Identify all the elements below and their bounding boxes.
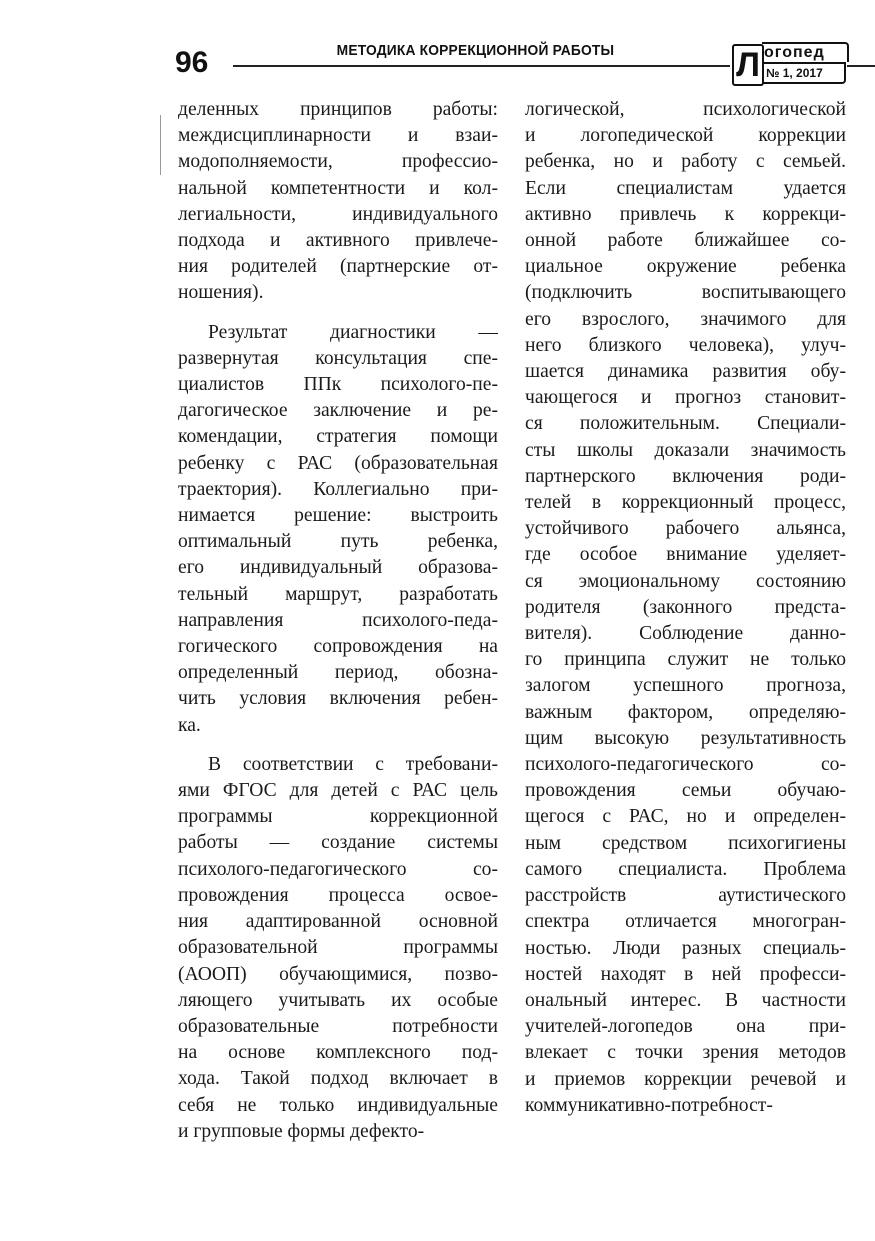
text-line: комендации, стратегия помощи xyxy=(178,426,498,448)
text-line: дагогическое заключение и ре- xyxy=(178,400,498,422)
text-line: устойчивого рабочего альянса, xyxy=(525,518,846,540)
text-line: щим высокую результативность xyxy=(525,727,846,749)
text-line: влекает с точки зрения методов xyxy=(525,1042,846,1064)
text-line: ональный интерес. В частности xyxy=(525,989,846,1011)
paragraph xyxy=(525,97,846,1119)
text-line: активно привлечь к коррекци- xyxy=(525,203,846,225)
journal-logo xyxy=(730,40,847,82)
text-line: ребенка, но и работу с семьей. xyxy=(525,151,846,173)
text-line: вителя). Соблюдение данно- xyxy=(525,623,846,645)
right-column xyxy=(525,97,846,1119)
text-line: на основе комплексного под- xyxy=(178,1042,498,1064)
text-line: Результат диагностики — xyxy=(208,321,498,343)
text-line: и приемов коррекции речевой и xyxy=(525,1068,846,1090)
text-line: телей в коррекционный процесс, xyxy=(525,492,846,514)
text-line: партнерского включения роди- xyxy=(525,465,846,487)
text-line: междисциплинарности и взаи- xyxy=(178,125,498,147)
text-line: ями ФГОС для детей с РАС цель xyxy=(178,780,498,802)
text-line: В соответствии с требовани- xyxy=(208,753,498,775)
text-line: расстройств аутистического xyxy=(525,885,846,907)
text-line: ка. xyxy=(178,714,201,736)
text-line: онной работе ближайшее со- xyxy=(525,230,846,252)
text-line: ся эмоциональному состоянию xyxy=(525,570,846,592)
text-line: его взрослого, значимого для xyxy=(525,308,846,330)
text-line: ностью. Люди разных специаль- xyxy=(525,937,846,959)
text-line: циалистов ППк психолого-пе- xyxy=(178,374,498,396)
text-line: сты школы доказали значимость xyxy=(525,439,846,461)
text-line: и логопедической коррекции xyxy=(525,125,846,147)
logo-letter: Л xyxy=(732,44,764,86)
text-line: чить условия включения ребен- xyxy=(178,688,498,710)
left-column xyxy=(178,97,498,1145)
text-line: подхода и активного привлече- xyxy=(178,230,498,252)
text-line: самого специалиста. Проблема xyxy=(525,858,846,880)
text-line: легиальности, индивидуального xyxy=(178,203,498,225)
text-line: деленных принципов работы: xyxy=(178,99,498,120)
text-line: залогом успешного прогноза, xyxy=(525,675,846,697)
text-line: коммуникативно-потребност- xyxy=(525,1094,773,1116)
text-line: образовательной программы xyxy=(178,937,498,959)
section-title: МЕТОДИКА КОРРЕКЦИОННОЙ РАБОТЫ xyxy=(333,42,618,59)
text-line: родителя (законного предста- xyxy=(525,596,846,618)
text-line: программы коррекционной xyxy=(178,806,498,828)
text-line: ния адаптированной основной xyxy=(178,911,498,933)
text-line: и групповые формы дефекто- xyxy=(178,1120,425,1142)
text-line: ния родителей (партнерские от- xyxy=(178,256,498,278)
text-line: тельный маршрут, разработать xyxy=(178,583,498,605)
text-line: хода. Такой подход включает в xyxy=(178,1068,498,1090)
text-line: спектра отличается многогран- xyxy=(525,911,846,933)
text-line: ся положительным. Специали- xyxy=(525,413,846,435)
text-line: себя не только индивидуальные xyxy=(178,1094,498,1116)
text-line: (АООП) обучающимися, позво- xyxy=(178,963,498,985)
text-line: него близкого человека), улуч- xyxy=(525,334,846,356)
text-line: психолого-педагогического со- xyxy=(178,858,498,880)
logo-name: огопед xyxy=(762,42,849,62)
paragraph xyxy=(178,320,498,739)
text-line: гогического сопровождения на xyxy=(178,636,498,658)
margin-mark xyxy=(160,115,161,175)
text-line: его индивидуальный образова- xyxy=(178,557,498,579)
text-line: щегося с РАС, но и определен- xyxy=(525,806,846,828)
text-line: шается динамика развития обу- xyxy=(525,361,846,383)
text-line: учителей-логопедов она при- xyxy=(525,1016,846,1038)
text-line: определенный период, обозна- xyxy=(178,662,498,684)
text-line: образовательные потребности xyxy=(178,1015,498,1037)
text-line: направления психолого-педа- xyxy=(178,609,498,631)
text-line: чающегося и прогноз становит- xyxy=(525,387,846,409)
page-header xyxy=(175,40,847,84)
text-line: логической, психологической xyxy=(525,99,846,120)
text-line: ным средством психогигиены xyxy=(525,832,846,854)
text-line: где особое внимание уделяет- xyxy=(525,544,846,566)
text-line: психолого-педагогического со- xyxy=(525,754,846,776)
text-line: нимается решение: выстроить xyxy=(178,505,498,527)
page-number: 96 xyxy=(175,46,209,79)
text-line: Если специалистам удается xyxy=(525,177,846,199)
paragraph xyxy=(178,97,498,307)
text-line: циальное окружение ребенка xyxy=(525,256,846,278)
text-line: работы — создание системы xyxy=(178,832,498,854)
text-line: ностей находят в ней професси- xyxy=(525,963,846,985)
text-line: нальной компетентности и кол- xyxy=(178,177,498,199)
text-line: развернутая консультация спе- xyxy=(178,347,498,369)
text-line: модополняемости, профессио- xyxy=(178,151,498,173)
text-line: провождения процесса освое- xyxy=(178,884,498,906)
text-line: ношения). xyxy=(178,282,264,304)
issue-number: № 1, 2017 xyxy=(762,62,846,84)
text-line: ляющего учитывать их особые xyxy=(178,989,498,1011)
text-line: провождения семьи обучаю- xyxy=(525,780,846,802)
text-line: важным фактором, определяю- xyxy=(525,701,846,723)
text-line: го принципа служит не только xyxy=(525,649,846,671)
text-line: траектория). Коллегиально при- xyxy=(178,478,498,500)
text-line: (подключить воспитывающего xyxy=(525,282,846,304)
text-line: ребенку с РАС (образовательная xyxy=(178,452,498,474)
text-line: оптимальный путь ребенка, xyxy=(178,531,498,553)
paragraph xyxy=(178,752,498,1145)
